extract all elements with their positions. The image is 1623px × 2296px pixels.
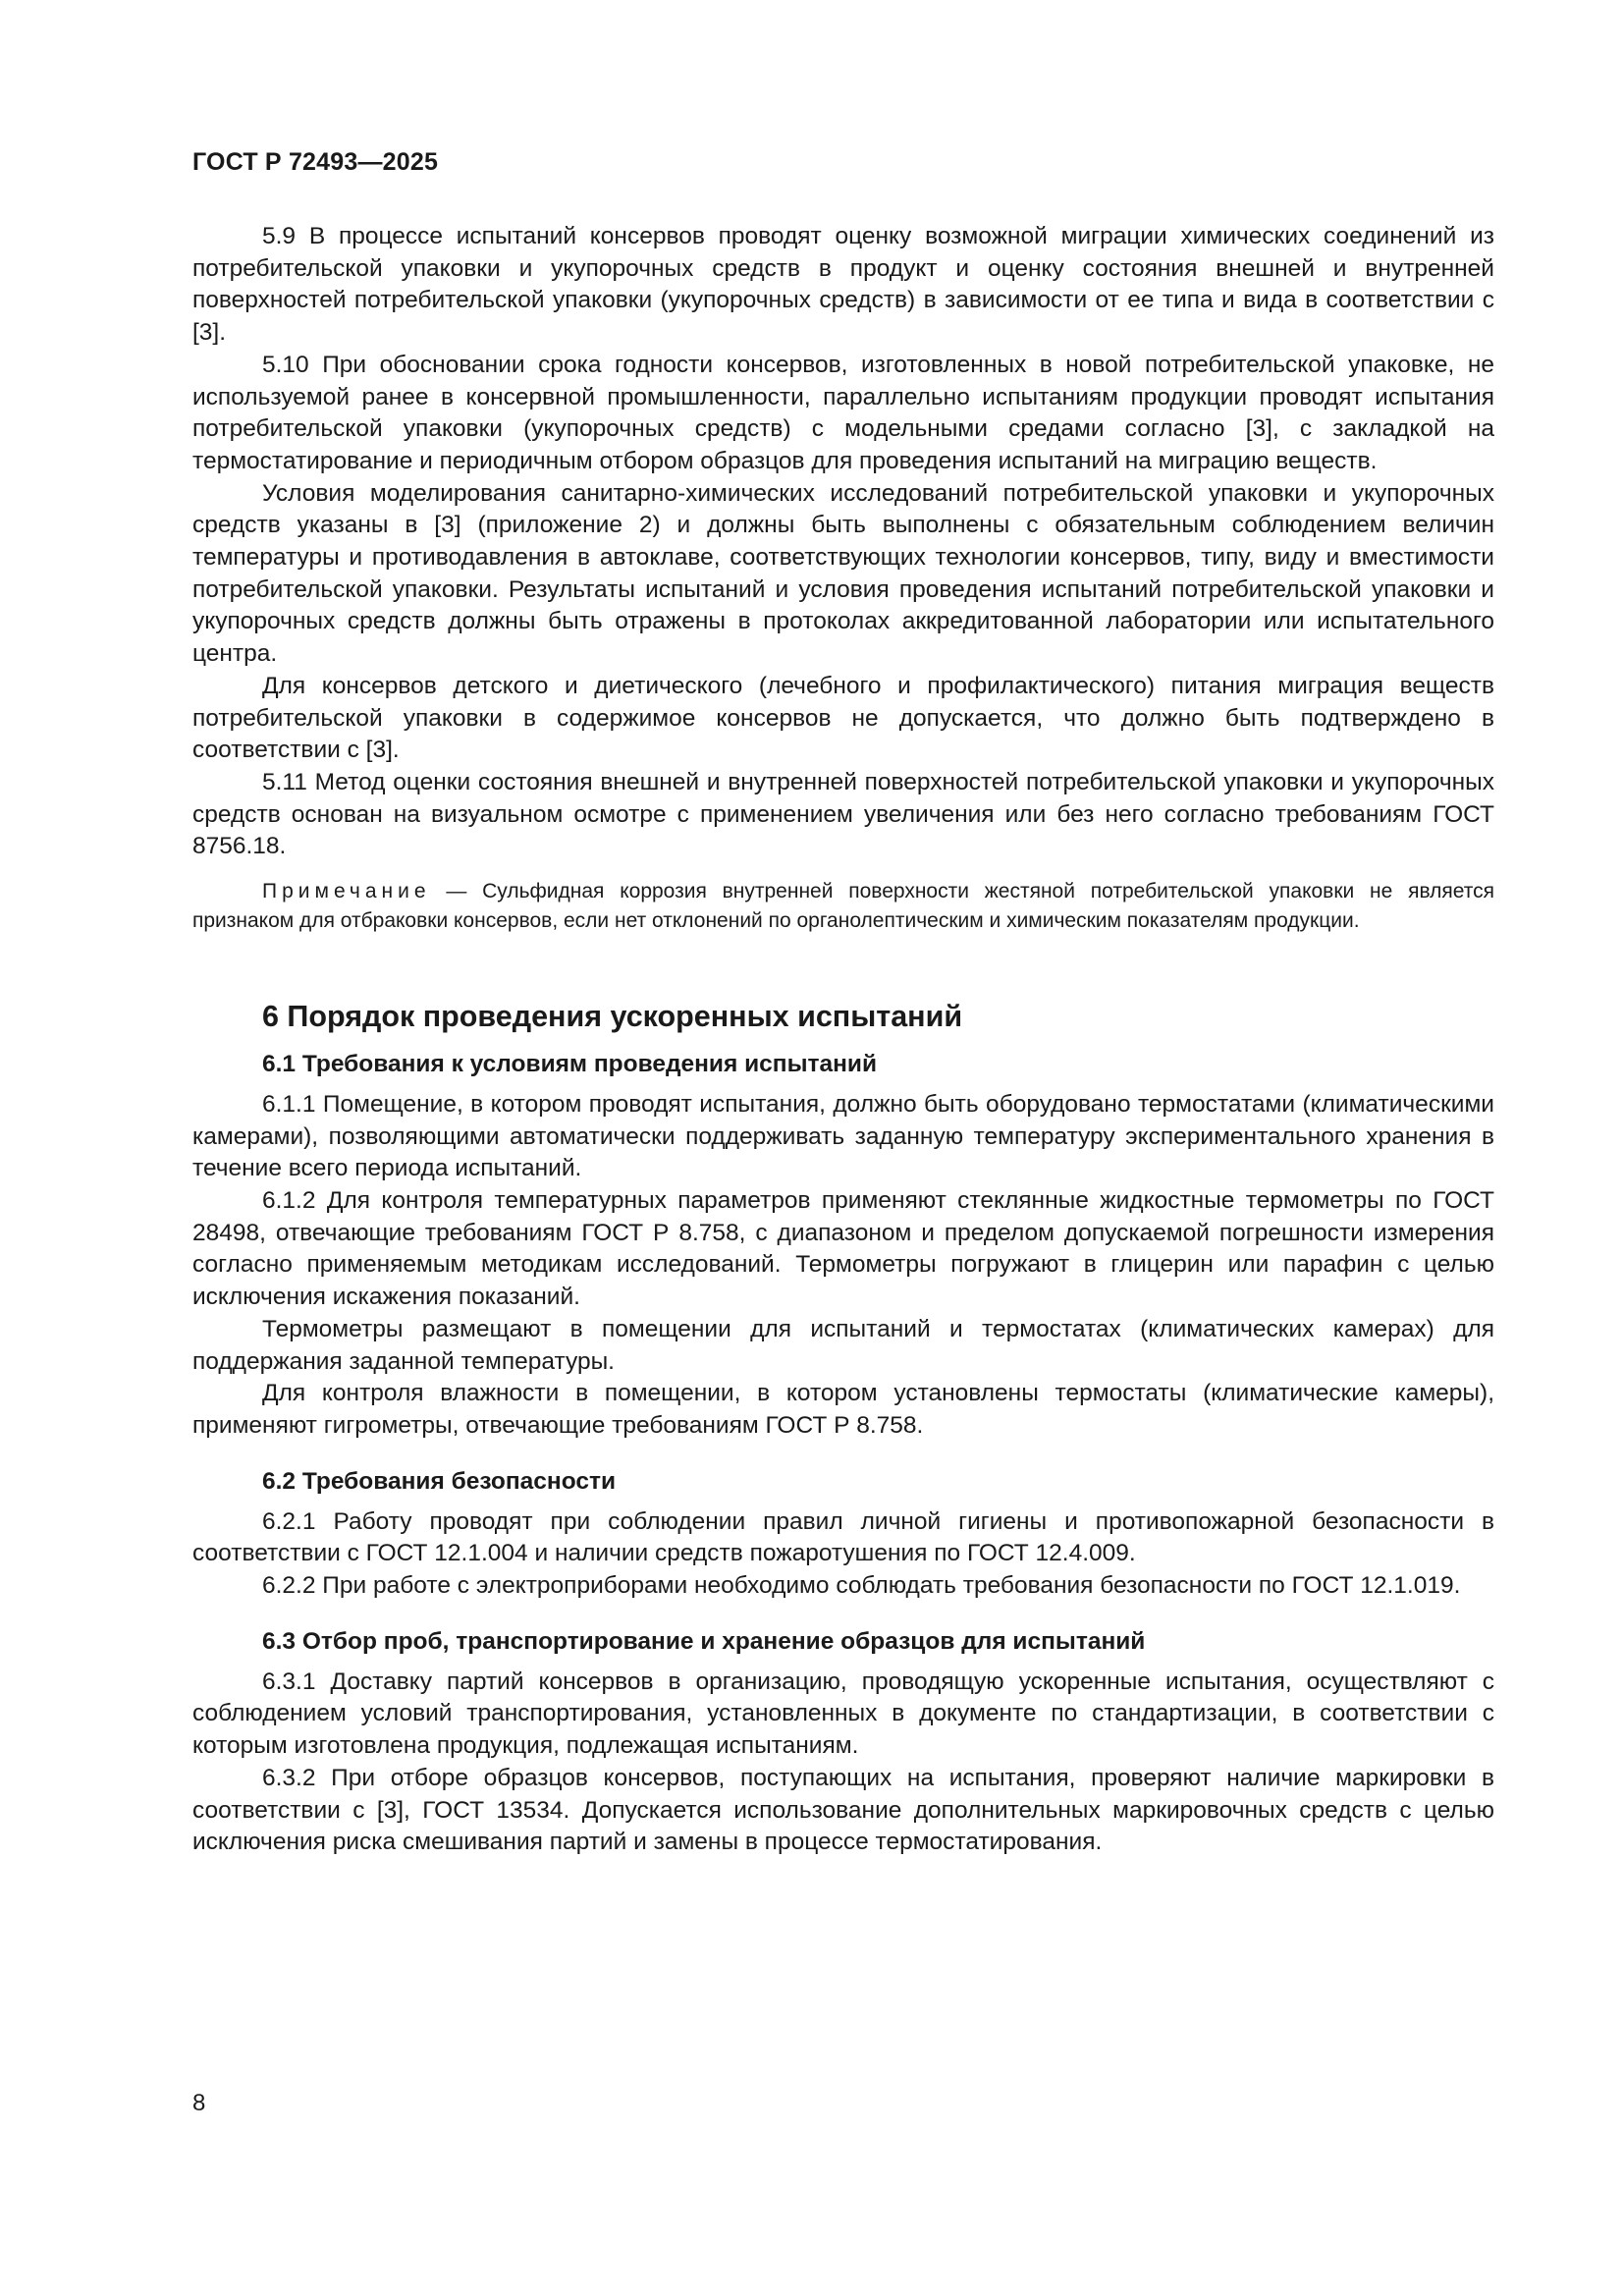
section-6-title: 6 Порядок проведения ускоренных испытаний <box>262 999 963 1033</box>
note <box>192 877 1494 937</box>
paragraph-5-10: 5.10 При обосновании срока годности консервов, изготовленных в новой потребительской упаковке, не используемой ранее в консервной промышленности, параллельно испытаниям продукции проводят испытания потребительской упаковки (укупорочных средств) с модельными средами согласно [3], с закладкой на термостатирование и периодичным отбором образцов для проведения испытаний на миграцию веществ. <box>192 351 1494 474</box>
document-header: ГОСТ Р 72493—2025 <box>192 148 439 176</box>
paragraph-6-2-1: 6.2.1 Работу проводят при соблюдении правил личной гигиены и противопожарной безопасности в соответствии с ГОСТ 12.1.004 и наличии средств пожаротушения по ГОСТ 12.4.009. <box>192 1507 1494 1567</box>
subsection-6-3-title: 6.3 Отбор проб, транспортирование и хранение образцов для испытаний <box>262 1627 1146 1655</box>
paragraph-children-food: Для консервов детского и диетического (лечебного и профилактического) питания миграция веществ потребительской упаковки в содержимое консервов не допускается, что должно быть подтверждено в соответствии с [3]. <box>192 672 1494 764</box>
paragraph-6-3-1: 6.3.1 Доставку партий консервов в организацию, проводящую ускоренные испытания, осуществляют с соблюдением условий транспортирования, установленных в документе по стандартизации, в соответствии с которым изготовлена продукция, подлежащая испытаниям. <box>192 1667 1494 1760</box>
note-text: — Сульфидная коррозия внутренней поверхности жестяной потребительской упаковки не является признаком для отбраковки консервов, если нет отклонений по органолептическим и химическим показателям продукции. <box>192 880 1494 933</box>
paragraph-5-9: 5.9 В процессе испытаний консервов проводят оценку возможной миграции химических соединений из потребительской упаковки и укупорочных средств в продукт и оценку состояния внешней и внутренней поверхностей потребительской упаковки (укупорочных средств) в зависимости от ее типа и вида в соответствии с [3]. <box>192 223 1494 347</box>
paragraph-5-11: 5.11 Метод оценки состояния внешней и внутренней поверхностей потребительской упаковки и укупорочных средств основан на визуальном осмотре с применением увеличения или без него согласно требованиям ГОСТ 8756.18. <box>192 768 1494 860</box>
paragraph-humidity: Для контроля влажности в помещении, в котором установлены термостаты (климатические камеры), применяют гигрометры, отвечающие требованиям ГОСТ Р 8.758. <box>192 1380 1494 1439</box>
paragraph-6-1-1: 6.1.1 Помещение, в котором проводят испытания, должно быть оборудовано термостатами (климатическими камерами), позволяющими автоматически поддерживать заданную температуру экспериментального хранения в течение всего периода испытаний. <box>192 1090 1494 1182</box>
paragraph-6-2-2: 6.2.2 При работе с электроприборами необходимо соблюдать требования безопасности по ГОСТ 12.1.019. <box>262 1572 1461 1600</box>
page-content <box>192 221 1494 1859</box>
subsection-6-2-title: 6.2 Требования безопасности <box>262 1467 617 1495</box>
page-number: 8 <box>192 2090 206 2116</box>
paragraph-6-3-2: 6.3.2 При отборе образцов консервов, поступающих на испытания, проверяют наличие маркировки в соответствии с [3], ГОСТ 13534. Допускается использование дополнительных маркировочных средств с целью исключения риска смешивания партий и замены в процессе термостатирования. <box>192 1764 1494 1856</box>
note-label: Примечание <box>262 880 431 903</box>
paragraph-thermometers: Термометры размещают в помещении для испытаний и термостатах (климатических камерах) для поддержания заданной температуры. <box>192 1315 1494 1375</box>
paragraph-6-1-2: 6.1.2 Для контроля температурных параметров применяют стеклянные жидкостные термометры по ГОСТ 28498, отвечающие требованиям ГОСТ Р 8.758, с диапазоном и пределом допускаемой погрешности измерения согласно применяемым методикам исследований. Термометры погружают в глицерин или парафин с целью исключения искажения показаний. <box>192 1186 1494 1311</box>
subsection-6-1-title: 6.1 Требования к условиям проведения испытаний <box>262 1050 878 1077</box>
paragraph-modeling-conditions: Условия моделирования санитарно-химических исследований потребительской упаковки и укупорочных средств указаны в [3] (приложение 2) и должны быть выполнены с обязательным соблюдением величин температуры и противодавления в автоклаве, соответствующих технологии консервов, типу, виду и вместимости потребительской упаковки. Результаты испытаний и условия проведения испытаний потребительской упаковки и укупорочных средств должны быть отражены в протоколах аккредитованной лаборатории или испытательного центра. <box>192 479 1494 668</box>
